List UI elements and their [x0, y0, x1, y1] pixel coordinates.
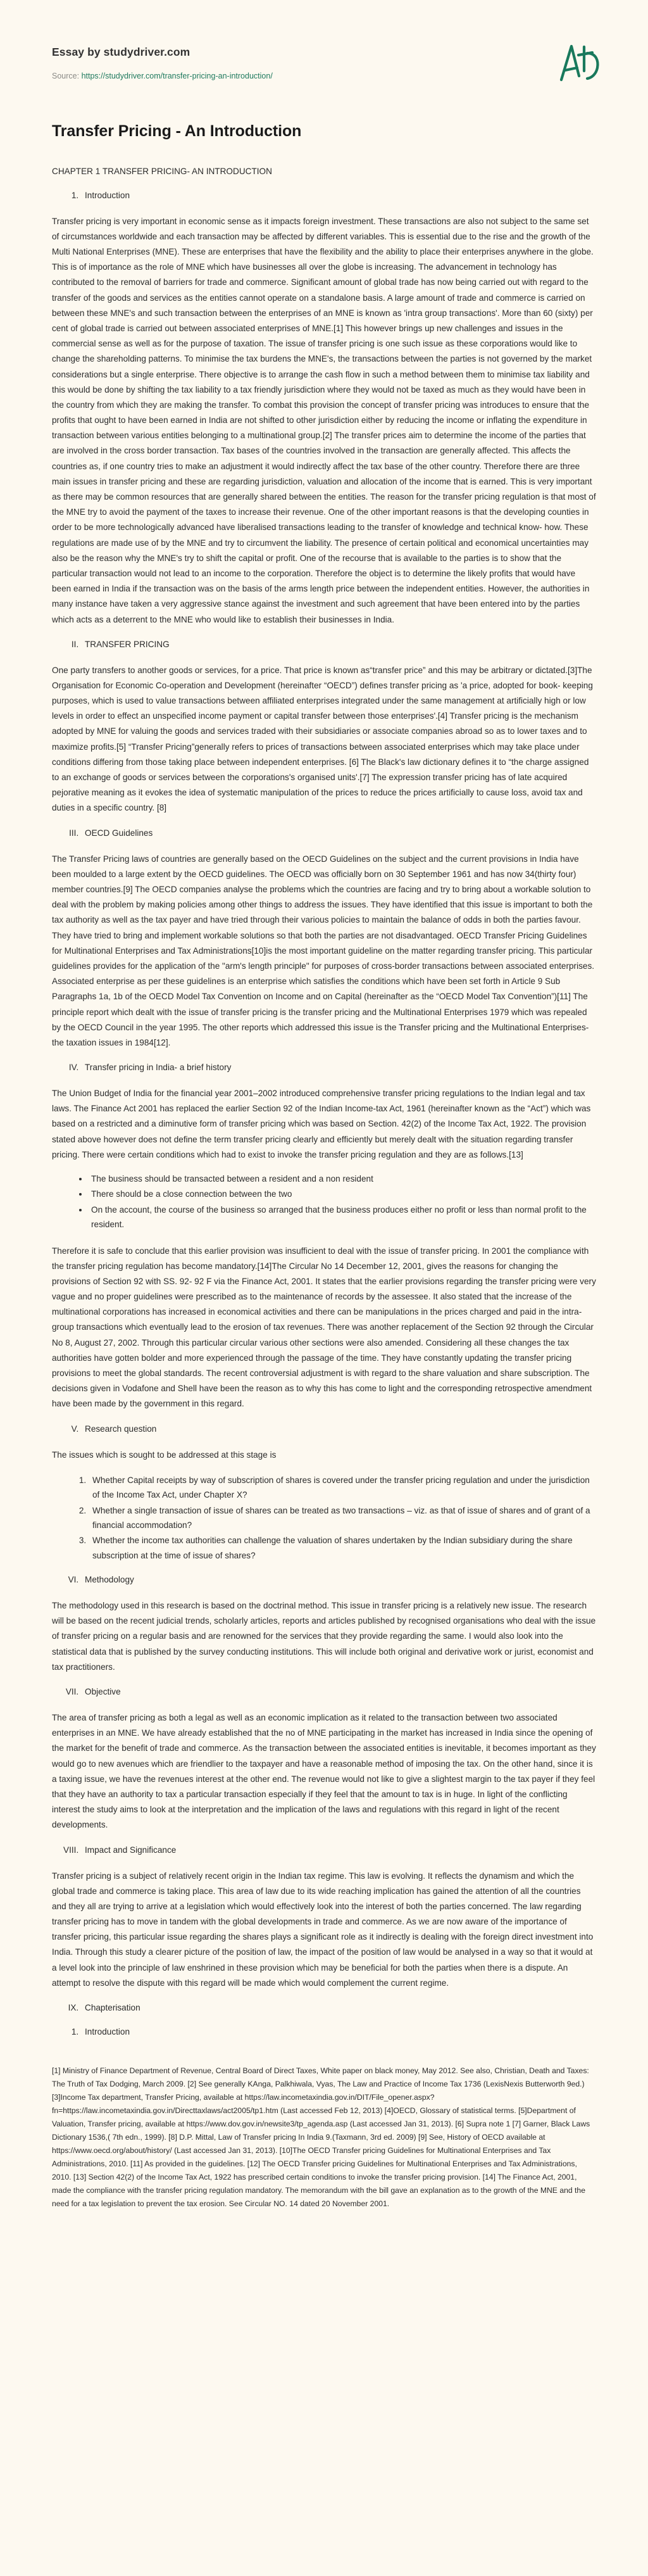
source-url-link[interactable]: https://studydriver.com/transfer-pricing-an-introduction/ [81, 72, 273, 80]
section-heading-oecd-guidelines: III. OECD Guidelines [81, 826, 596, 840]
chapterisation-sub-list [52, 2025, 596, 2039]
source-line [52, 72, 596, 81]
section-heading-impact-significance: VIII. Impact and Significance [81, 1843, 596, 1857]
section-heading-india-history: IV. Transfer pricing in India- a brief history [81, 1061, 596, 1075]
list-item: • On the account, the course of the business so arranged that the business produces either no profit or less than normal profit to the resident. [89, 1203, 596, 1232]
section-list-5 [52, 1422, 596, 1436]
section-list-2 [52, 638, 596, 652]
paragraph-transfer-pricing: One party transfers to another goods or services, for a price. That price is known as“transfer price” and this may be arbitrary or dictated.[3]The Organisation for Economic Co-operation and Development (hereinafter “OECD”) defines transfer pricing as 'a price, adopted for book- keeping purposes, which is used to value transactions between affiliated enterprises integrated under the same management at artificially high or low levels in order to effect an unspecified income payment or capital transfer between those enterprises'.[4] Transfer pricing is the mechanism adopted by MNE for valuing the goods and services traded with their subsidiaries or associate companies abroad so as to lower taxes and to maximize profits.[5] “Transfer Pricing”generally refers to prices of transactions between associated enterprises which may take place under conditions differing from those taking place between independent enterprises. [6] The Black's law dictionary defines it to “the charge assigned to an exchange of goods or services between the corporations's organised units'.[7] The expression transfer pricing has of late acquired pejorative meaning as it evokes the idea of systematic manipulation of the prices to reduce the prices artificially to cause loss, avoid tax and duties in a specific country. [8] [52, 665, 593, 813]
section-heading-chapterisation: IX. Chapterisation [81, 2001, 596, 2015]
brand-line: Essay by studydriver.com [52, 46, 190, 58]
list-item: 3. Whether the income tax authorities can challenge the valuation of shares undertaken by the Indian subsidiary during the share subscription at the time of issue of shares? [89, 1533, 596, 1563]
list-item: • There should be a close connection between the two [89, 1187, 596, 1201]
paragraph-india-history-continued: Therefore it is safe to conclude that this earlier provision was insufficient to deal with the issue of transfer pricing. In 2001 the compliance with the transfer pricing regulation has become mandatory.[14]The Circular No 14 December 12, 2001, gives the reasons for changing the provisions of Section 92 with SS. 92- 92 F via the Finance Act, 2001. It states that the earlier provisions regarding the transfer pricing were very vague and no proper guidelines were prescribed as to the maintenance of records by the assessee. It also stated that the increase of the multinational corporations has increased in economical activities and there can be manipulations in the prices charged and paid in the intra-group transactions which eventually lead to the erosion of tax revenues. There was another replacement of the Section 92 through the Circular No 8, August 27, 2002. Through this particular circular various other sections were also amended. Considering all these changes the tax authorities have gotten bolder and more experienced through the passage of the time. They have constantly updating the transfer pricing provisions to meet the global standards. The recent controversial adjustment is with regard to the share valuation and share subscription. The decisions given in Vodafone and Shell have been the reason as to why this has come to light and the corresponding retrospective amendment have been made by the government in this regard. [52, 1246, 596, 1409]
research-question-list [52, 1473, 596, 1563]
page-header [0, 0, 648, 81]
section-list-8 [52, 1843, 596, 1857]
section-heading-transfer-pricing: II. TRANSFER PRICING [81, 638, 596, 652]
section-list-1 [52, 189, 596, 203]
chapter-heading: CHAPTER 1 TRANSFER PRICING- AN INTRODUCTION [52, 167, 272, 177]
section-heading-research-question: V. Research question [81, 1422, 596, 1436]
page-title: Transfer Pricing - An Introduction [52, 122, 302, 140]
paragraph-introduction: Transfer pricing is very important in economic sense as it impacts foreign investment. These transactions are also not subject to the same set of circumstances worldwide and each transaction may be affected by different variables. This is essential due to the rise and the growth of the Multi National Enterprises (MNE). These are enterprises that have the flexibility and the ability to place their enterprises anywhere in the globe. This is of importance as the role of MNE which have businesses all over the globe is increasing. The advancement in technology has contributed to the removal of barriers for trade and commerce. Significant amount of global trade has now being carried out with regard to the transfer of the goods and services as the entities cannot operate on a standalone basis. A large amount of trade and commerce is carried on between these MNE's and such transaction between the enterprises of an MNE is known as 'intra group transactions'. More than 60 (sixty) per cent of global trade is carried out between associated enterprises of MNE.[1] This however brings up new challenges and issues in the commercial sense as well as for the purpose of taxation. The issue of transfer pricing is one such issue as these corporations would like to change the shareholding patterns. To minimise the tax burdens the MNE's, the transactions between the parties is not governed by the market considerations but a single enterprise. There objective is to arrange the cash flow in such a method between them to minimise tax liability and this would be done by shifting the tax liability to a tax friendly jurisdiction where they would not be taxed as much as they would have been in the country from which they are making the transfer. To combat this provision the concept of transfer pricing was introduces to ensure that the profits that ought to have been earned in India are not shifted to other jurisdiction either by reducing the income or inflating the expenditure in transaction between various entities belonging to a multinational group.[2] The transfer prices aim to determine the income of the parties that are involved in the cross border transaction. Tax bases of the countries involved in the transaction are generally affected. This affects the countries as, if one country tries to make an adjustment it would indirectly affect the tax base of the other country. Therefore there are three main issues in transfer pricing and these are regarding jurisdiction, valuation and allocation of the income that is earned. This is very important as there may be common resources that are generally shared between the entities. The reason for the transfer pricing regulation is that most of the MNE try to avoid the payment of the taxes to increase their revenue. One of the other important reasons is that the developing counties in order to be more technologically advanced have liberalised transactions leading to the transfer of knowledge and technical know- how. These regulations are made use of by the MNE and try to circumvent the liability. The presence of certain political and economical uncertainties may also be the reason why the MNE's try to shift the capital or profit. One of the recourse that is available to the parties is to show that the particular transaction would not lead to an income to the corporation. Therefore the object is to determine the likely profits that would have been earned in India if the transaction was on the basis of the arms length price between the independent entities. However, the authorities in many instance have taken a very aggressive stance against the investment and such agreement that have been entered into by the parties which acts as a deterrent to the MNE who would like to establish their businesses in India. [52, 216, 596, 624]
paragraph-impact-significance: Transfer pricing is a subject of relatively recent origin in the Indian tax regime. This law is evolving. It reflects the dynamism and which the global trade and commerce is taking place. This area of law due to its wide reaching implication has gained the attention of all the countries and they all are trying to arrive at a legislation which would effectively look into the interest of both the parties concerned. The law regarding transfer pricing has to move in tandem with the global developments in trade and commerce. As we are now aware of the importance of transfer pricing, this particular issue regarding the shares plays a significant role as it indirectly is dealing with the foreign direct investment into India. Through this study a clearer picture of the position of law, the impact of the position of law would be analysed in a way so that it would at a level look into the principle of law enshrined in these provision which may be beneficial for both the parties when there is a dispute. An attempt to resolve the dispute with this regard will be made which would complement the current regime. [52, 1871, 594, 1988]
conditions-bullet-list [52, 1171, 596, 1232]
source-label: Source: [52, 72, 80, 80]
paragraph-oecd-guidelines: The Transfer Pricing laws of countries are generally based on the OECD Guidelines on the subject and the current provisions in India have been moulded to a large extent by the OECD guidelines. The OECD was officially born on 30 September 1961 and has now 34(thirty four) member countries.[9] The OECD companies analyse the problems which the countries are facing and try to bring about a workable solution to deal with the problem by making policies among other things to address the issues. They have identified that this issue is important to both the tax authority as well as the tax payer and have tried through their various policies to maintain the balance of odds in both the parties favour. They have tried to bring and implement workable solutions so that both the parties are not disadvantaged. OECD Transfer Pricing Guidelines for Multinational Enterprises and Tax Administrations[10]is the most important guideline on the matter regarding transfer pricing. This particular guidelines provides for the application of the "arm's length principle" for purposes of cross-border transactions between associated enterprises. Associated enterprise as per these guidelines is an enterprise which satisfies the conditions which have been set forth in Article 9 Sub Paragraphs 1a, 1b of the OECD Model Tax Convention on Income and on Capital (hereinafter as the “OECD Model Tax Convention”)[11] The principle report which dealt with the issue of transfer pricing is the transfer pricing and the Multinational Enterprises 1979 which was repealed by the OECD Council in the year 1995. The other reports which addressed this issue is the Transfer pricing and the Multinational Enterprises- the taxation issues in 1984[12]. [52, 854, 595, 1047]
section-list-3 [52, 826, 596, 840]
section-heading-objective: VII. Objective [81, 1685, 596, 1699]
document-content [0, 122, 648, 2238]
paragraph-objective: The area of transfer pricing as both a legal as well as an economic implication as it related to the transaction between two associated enterprises in an MNE. We have already established that the no of MNE participating in the market has increased in India since the opening of the market for the benefit of trade and commerce. As the transaction between the associated entities is inevitable, it becomes important as they would go to new avenues which are friendlier to the taxpayer and have a reasonable method of imposing the tax. On the other hand, since it is a taxing issue, we have the revenues interest at the other end. The revenue would not like to give a slightest margin to the tax payer if they feel that they have an authority to tax a particular transaction especially if they feel that the amount to tax is in huge. In light of the conflicting interest the study aims to look at the interpretation and the implication of the laws and regulations with this regard in light of the recent developments. [52, 1713, 596, 1830]
footnotes-block [52, 2064, 596, 2238]
list-item: 2. Whether a single transaction of issue of shares can be treated as two transactions – viz. as that of issue of shares and of grant of a financial accommodation? [89, 1503, 596, 1533]
paragraph-research-intro: The issues which is sought to be addressed at this stage is [52, 1449, 277, 1460]
list-item: 1. Whether Capital receipts by way of subscription of shares is covered under the transfer pricing regulation and under the jurisdiction of the Income Tax Act, under Chapter X? [89, 1473, 596, 1503]
list-item: • The business should be transacted between a resident and a non resident [89, 1171, 596, 1186]
section-heading-introduction: 1. Introduction [81, 189, 596, 203]
paragraph-methodology: The methodology used in this research is based on the doctrinal method. This issue in transfer pricing is a relatively new issue. The research will be based on the recent judicial trends, scholarly articles, reports and articles published by recognised organisations who deal with the issue of transfer pricing on a regular basis and are renowned for the services that they provide regarding the same. I would also look into the statistical data that is published by the survey conducting institutions. This will include both original and derivative work or jurist, economist and tax practitioners. [52, 1601, 596, 1672]
section-heading-chapterisation-introduction: 1. Introduction [81, 2025, 596, 2039]
section-list-7 [52, 1685, 596, 1699]
studydriver-a-plus-logo [556, 38, 602, 84]
section-list-4 [52, 1061, 596, 1075]
section-list-6 [52, 1573, 596, 1587]
footnotes-text: [1] Ministry of Finance Department of Revenue, Central Board of Direct Taxes, White paper on black money, May 2012. See also, Christian, Death and Taxes: The Truth of Tax Dodging, March 2009. [2] See generally KAnga, Palkhiwala, Vyas, The Law and Practice of Income Tax 1736 (LexisNexis Butterworth 9ed.) [3]Income Tax department, Transfer Pricing, available at https://law.incometaxindia.gov.in/DIT/File_opener.aspx?fn=https://law.incometaxindia.gov.in/Directtaxlaws/act2005/tp1.htm (Last accessed Feb 12, 2013) [4]OECD, Glossary of statistical terms. [5]Department of Valuation, Transfer pricing, available at https://www.dov.gov.in/newsite3/tp_agenda.asp (Last accessed Jan 31, 2013). [6] Supra note 1 [7] Garner, Black Laws Dictionary 1536,( 7th edn., 1999). [8] D.P. Mittal, Law of Transfer pricing In India 9.(Taxmann, 3rd ed. 2009) [9] See, History of OECD available at https://www.oecd.org/about/history/ (Last accessed Jan 31, 2013). [10]The OECD Transfer pricing Guidelines for Multinational Enterprises and Tax Administrations, 2010. [11] As provided in the guidelines. [12] The OECD Transfer pricing Guidelines for Multinational Enterprises and Tax Administrations, 2010. [13] Section 42(2) of the Income Tax Act, 1922 has prescribed certain conditions to invoke the transfer pricing provision. [14] The Finance Act, 2001, made the compliance with the transfer pricing regulation mandatory. The memorandum with the bill gave an explanation as to the growth of the MNE and the need for a tax legislation to prevent the tax erosion. See Circular NO. 14 dated 20 November 2001. [52, 2066, 590, 2208]
section-heading-methodology: VI. Methodology [81, 1573, 596, 1587]
paragraph-india-history: The Union Budget of India for the financial year 2001–2002 introduced comprehensive transfer pricing regulations to the Indian legal and tax laws. The Finance Act 2001 has replaced the earlier Section 92 of the Indian Income-tax Act, 1961 (hereinafter known as the “Act”) which was based on a restricted and a diminutive form of transfer pricing which was based on Section. 42(2) of the Income Tax Act, 1922. The provision stated above however does not define the term transfer pricing clearly and efficiently but merely dealt with the situation regarding transfer pricing. There were certain conditions which had to exist to invoke the transfer pricing regulation and they are as follows.[13] [52, 1089, 591, 1159]
section-list-9 [52, 2001, 596, 2015]
